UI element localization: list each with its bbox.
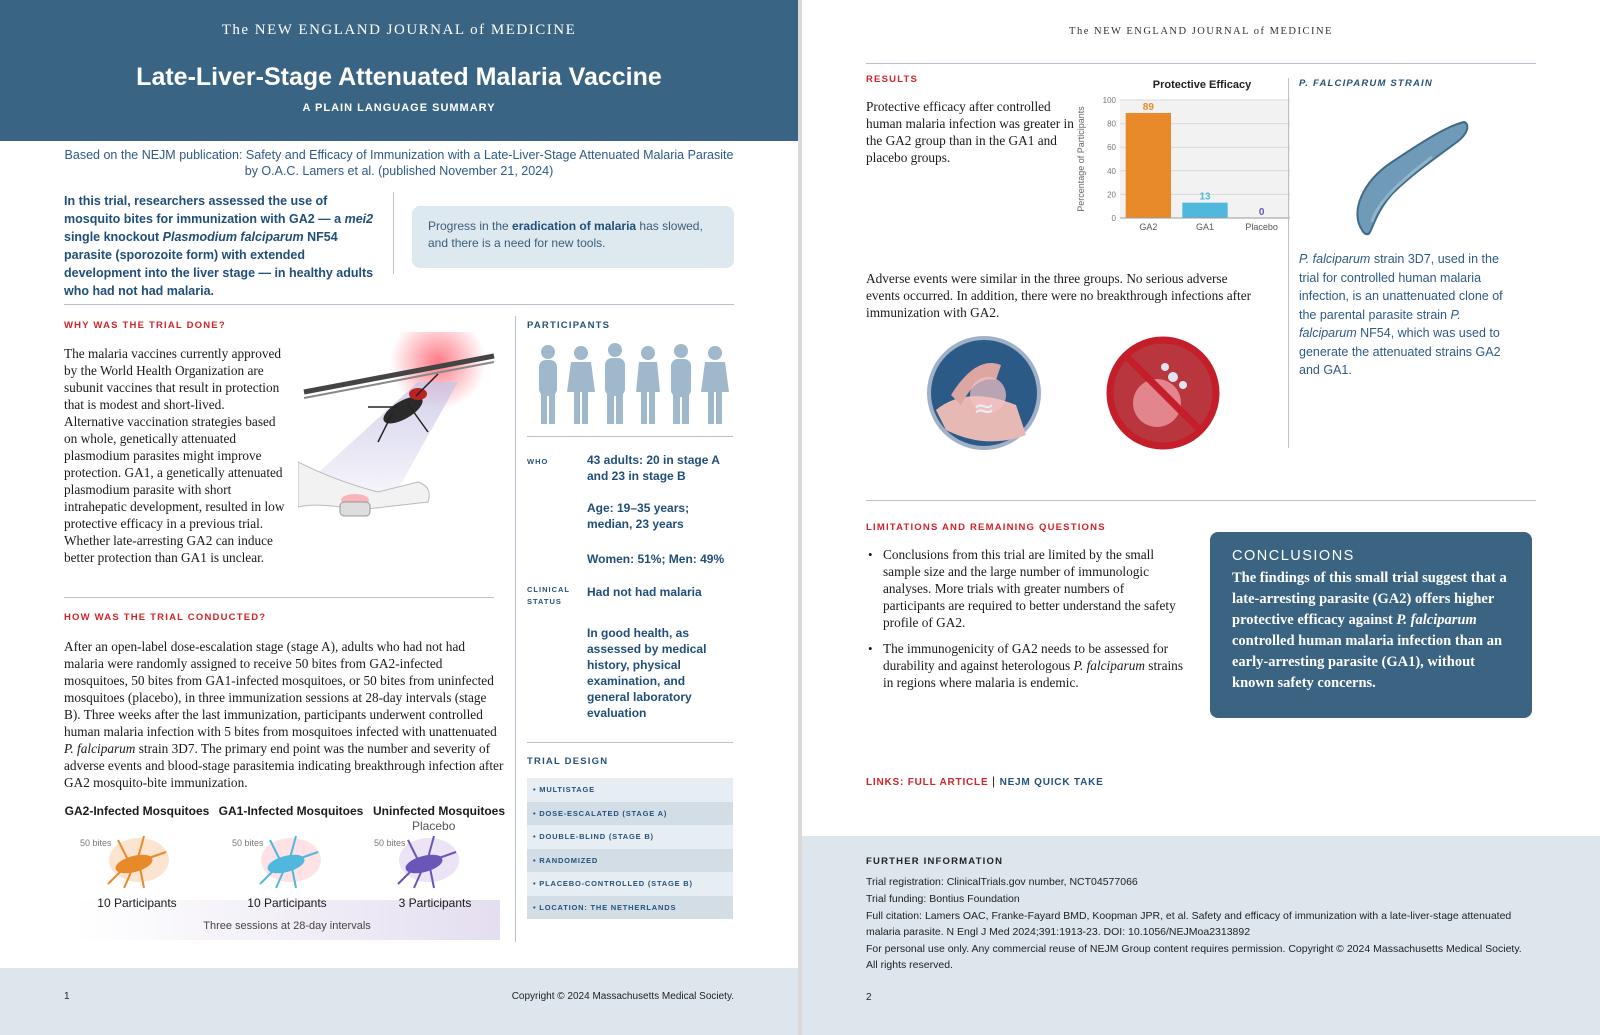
trial-funding: Trial funding: Bontius Foundation bbox=[866, 893, 1020, 905]
who-adults: 43 adults: 20 in stage A and 23 in stage B bbox=[587, 453, 720, 483]
intro-summary bbox=[64, 192, 384, 300]
clinical-label-line: STATUS bbox=[527, 597, 562, 606]
links-label: LINKS: bbox=[866, 777, 905, 788]
placebo-bites: 50 bites bbox=[374, 838, 406, 848]
y-tick-label: 80 bbox=[1107, 119, 1116, 129]
conclusions-heading: CONCLUSIONS bbox=[1232, 548, 1355, 564]
limitation-text: strains in regions where malaria is endemic. bbox=[883, 658, 1184, 690]
y-axis-label: Percentage of Participants bbox=[1076, 106, 1086, 212]
y-tick-label: 20 bbox=[1107, 190, 1116, 200]
clinical-malaria: Had not had malaria bbox=[587, 585, 702, 599]
further-information-panel bbox=[802, 836, 1600, 1035]
who-label: WHO bbox=[527, 457, 549, 466]
progress-text: has slowed, and there is a need for new tools. bbox=[428, 219, 703, 250]
intro-text: NF54 parasite (sporozoite form) with extended development into the liver stage — in healthy adults who had not had malaria. bbox=[64, 230, 374, 298]
section-divider bbox=[866, 63, 1536, 64]
ga1-participants: 10 Participants bbox=[247, 896, 327, 910]
person-figure-icon bbox=[539, 345, 557, 424]
section-divider bbox=[64, 304, 734, 305]
strain-heading: P. FALCIPARUM STRAIN bbox=[1299, 78, 1433, 89]
trial-design-heading: TRIAL DESIGN bbox=[527, 756, 609, 767]
y-tick-label: 100 bbox=[1102, 96, 1116, 105]
clinical-status-label bbox=[527, 584, 570, 608]
strain-caption bbox=[1299, 250, 1511, 380]
strain-text: NF54, which was used to generate the attenuated strains GA2 and GA1. bbox=[1299, 326, 1501, 377]
trial-design-item: • RANDOMIZED bbox=[527, 849, 733, 873]
bar-value-label: 13 bbox=[1199, 191, 1211, 203]
x-tick-label: GA1 bbox=[1195, 222, 1215, 232]
trial-design-divider bbox=[527, 742, 733, 743]
copyright: Copyright © 2024 Massachusetts Medical Society. bbox=[511, 991, 734, 1002]
placebo-participants: 3 Participants bbox=[398, 896, 472, 910]
ga2-mosquito-icon bbox=[94, 830, 184, 894]
limitation-text: The immunogenicity of GA2 needs to be assessed for durability and against heterologous bbox=[883, 641, 1169, 673]
page-2 bbox=[802, 0, 1600, 1035]
placebo-group-heading: Uninfected Mosquitoes bbox=[372, 804, 505, 818]
further-lines bbox=[866, 874, 1546, 973]
section-divider bbox=[64, 597, 494, 598]
trial-design-list bbox=[527, 778, 733, 919]
strain-text: strain 3D7, used in the trial for controlled human malaria infection, is an unattenuated clone of the parental parasite strain bbox=[1299, 252, 1503, 322]
based-on-line-1: Based on the NEJM publication: Safety and Efficacy of Immunization with a Late-Liver-Stage Attenuated Malaria Parasite bbox=[64, 148, 734, 162]
how-heading: HOW WAS THE TRIAL CONDUCTED? bbox=[64, 612, 267, 623]
intro-divider bbox=[393, 192, 394, 274]
immunized-arm-illustration bbox=[926, 335, 1042, 451]
participants-divider bbox=[527, 436, 733, 437]
links-row bbox=[866, 774, 1104, 788]
page-title: Late-Liver-Stage Attenuated Malaria Vaccine bbox=[136, 63, 662, 91]
parasite-sporozoite-icon bbox=[1342, 112, 1472, 242]
conclusions-italic: P. falciparum bbox=[1396, 612, 1477, 628]
wavy-lines-icon: ≈ bbox=[973, 394, 995, 424]
conclusions-text bbox=[1232, 568, 1510, 694]
trial-design-item: • MULTISTAGE bbox=[527, 778, 733, 802]
column-divider bbox=[515, 316, 516, 942]
trial-registration: Trial registration: ClinicalTrials.gov number, NCT04577066 bbox=[866, 876, 1138, 888]
page-1 bbox=[0, 0, 798, 1035]
full-citation-cont: malaria parasite. N Engl J Med 2024;391:1913-23. DOI: 10.1056/NEJMoa2313892 bbox=[866, 926, 1251, 938]
person-figure-icon bbox=[701, 346, 729, 424]
bar-value-label: 89 bbox=[1142, 101, 1154, 113]
conclusions-text-part: The findings of this small trial suggest that a late-arresting parasite (GA2) offers higher protective efficacy against bbox=[1232, 570, 1507, 628]
limitation-item bbox=[868, 640, 1184, 691]
strain-italic: P. falciparum bbox=[1299, 307, 1461, 340]
further-heading: FURTHER INFORMATION bbox=[866, 856, 1004, 867]
limitation-item: • Conclusions from this trial are limited by the small sample size and the large number of immunologic analyses. More trials with greater numbers of participants are required to better understand the safety profile of GA2. bbox=[868, 546, 1184, 631]
limitation-italic: P. falciparum bbox=[1073, 658, 1145, 673]
participants-figures-icon bbox=[533, 342, 733, 424]
results-heading: RESULTS bbox=[866, 74, 919, 85]
person-figure-icon bbox=[636, 346, 660, 424]
intro-text: single knockout bbox=[64, 230, 163, 244]
adverse-events-text: Adverse events were similar in the three groups. No serious adverse events occurred. In addition, there were no breakthrough infections after immunization with GA2. bbox=[866, 271, 1252, 320]
ga1-bites: 50 bites bbox=[232, 838, 264, 848]
how-italic-species: P. falciparum bbox=[64, 741, 136, 756]
person-figure-icon bbox=[605, 343, 625, 424]
how-text bbox=[64, 638, 504, 791]
progress-emphasis: eradication of malaria bbox=[512, 219, 637, 233]
conclusions-text-part: controlled human malaria infection than an early-arresting parasite (GA1), without known safety concerns. bbox=[1232, 633, 1503, 691]
mosquito-bite-illustration bbox=[298, 332, 498, 536]
page-number: 1 bbox=[64, 991, 70, 1002]
conclusions-box bbox=[1210, 532, 1532, 718]
progress-callout bbox=[412, 206, 734, 268]
full-citation: Full citation: Lamers OAC, Franke-Fayard BMD, Koopman JPR, et al. Safety and efficacy of immunization with a late-liver-stage attenuated bbox=[866, 910, 1512, 922]
nejm-quick-take-link[interactable]: NEJM QUICK TAKE bbox=[999, 777, 1104, 788]
person-figure-icon bbox=[671, 344, 691, 424]
sessions-label: Three sessions at 28-day intervals bbox=[203, 920, 371, 932]
page-1-header bbox=[0, 0, 798, 141]
limitations-heading: LIMITATIONS AND REMAINING QUESTIONS bbox=[866, 522, 1106, 533]
progress-text: Progress in the bbox=[428, 219, 513, 233]
section-divider bbox=[866, 500, 1536, 501]
who-age: Age: 19–35 years; median, 23 years bbox=[587, 501, 690, 531]
column-divider bbox=[1288, 78, 1289, 448]
page-subtitle: A PLAIN LANGUAGE SUMMARY bbox=[302, 102, 496, 114]
trial-design-item: • DOUBLE-BLIND (STAGE B) bbox=[527, 825, 733, 849]
page-1-footer bbox=[0, 968, 798, 1035]
placebo-label: Placebo bbox=[412, 819, 456, 833]
why-text: The malaria vaccines currently approved by the World Health Organization are subunit vaccines that result in protection that is modest and short-lived. Alternative vaccination strategies based on whole, genetically attenuated plasmodium parasites might improve protection. GA1, a genetically attenuated plasmodium parasite with short intrahepatic development, resulted in low protective efficacy in a previous trial. Whether late-arresting GA2 can induce better protection than GA1 is unclear. bbox=[64, 346, 285, 565]
y-tick-label: 60 bbox=[1107, 143, 1116, 153]
strain-italic: P. falciparum bbox=[1299, 252, 1371, 266]
page-number: 2 bbox=[866, 992, 872, 1003]
x-tick-label: GA2 bbox=[1139, 222, 1158, 232]
trial-design-item: • LOCATION: THE NETHERLANDS bbox=[527, 896, 733, 920]
journal-masthead: The NEW ENGLAND JOURNAL of MEDICINE bbox=[221, 22, 577, 38]
based-on-line-2: by O.A.C. Lamers et al. (published November 21, 2024) bbox=[244, 164, 554, 178]
journal-masthead: The NEW ENGLAND JOURNAL of MEDICINE bbox=[1069, 26, 1333, 37]
ga2-group-heading: GA2-Infected Mosquitoes bbox=[64, 804, 210, 818]
no-infection-illustration bbox=[1105, 335, 1221, 451]
ga1-mosquito-icon bbox=[246, 830, 336, 894]
clinical-label-line: CLINICAL bbox=[527, 585, 570, 594]
who-sex: Women: 51%; Men: 49% bbox=[587, 552, 725, 566]
usage-notice-cont: All rights reserved. bbox=[866, 959, 953, 971]
bar-ga1 bbox=[1182, 203, 1227, 218]
chart-title: Protective Efficacy bbox=[1152, 79, 1252, 91]
intro-text: In this trial, researchers assessed the use of mosquito bites for immunization with GA2 — a bbox=[64, 194, 345, 226]
participants-heading: PARTICIPANTS bbox=[527, 320, 611, 331]
person-figure-icon bbox=[567, 346, 595, 424]
ga2-bites: 50 bites bbox=[80, 838, 112, 848]
how-text-part: After an open-label dose-escalation stage (stage A), adults who had not had malaria were randomly assigned to receive 50 bites from GA2-infected mosquitoes, 50 bites from GA1-infected mosquitoes, or 50 bites from uninfected mosquitoes (placebo), in three immunization sessions at 28-day intervals (stage B). Three weeks after the last immunization, participants underwent controlled human malaria infection with 5 bites from mosquitoes infected with unattenuated bbox=[64, 639, 497, 739]
full-article-link[interactable]: FULL ARTICLE bbox=[907, 777, 989, 788]
bar-value-label: 0 bbox=[1258, 207, 1265, 218]
placebo-mosquito-icon bbox=[384, 830, 474, 894]
results-text: Protective efficacy after controlled human malaria infection was greater in the GA2 group than in the GA1 and placebo groups. bbox=[866, 99, 1074, 165]
intro-italic-species: Plasmodium falciparum bbox=[162, 230, 304, 244]
trial-design-item: • DOSE-ESCALATED (STAGE A) bbox=[527, 802, 733, 826]
why-heading: WHY WAS THE TRIAL DONE? bbox=[64, 320, 226, 331]
how-text-part: strain 3D7. The primary end point was the number and severity of adverse events and blood-stage parasitemia indicating breakthrough infection after GA2 mosquito-bite immunization. bbox=[64, 741, 504, 790]
based-on-citation bbox=[40, 147, 758, 179]
bar-ga2 bbox=[1126, 113, 1171, 218]
link-separator: | bbox=[992, 774, 996, 788]
y-tick-label: 40 bbox=[1107, 166, 1116, 176]
clinical-health: In good health, as assessed by medical history, physical examination, and general laboratory evaluation bbox=[587, 626, 707, 720]
intro-italic-mei2: mei2 bbox=[344, 212, 374, 226]
ga1-group-heading: GA1-Infected Mosquitoes bbox=[218, 804, 364, 818]
x-tick-label: Placebo bbox=[1245, 222, 1278, 232]
trial-design-item: • PLACEBO-CONTROLLED (STAGE B) bbox=[527, 872, 733, 896]
usage-notice: For personal use only. Any commercial reuse of NEJM Group content requires permission. Copyright © 2024 Massachusetts Medical Society. bbox=[866, 943, 1522, 955]
limitations-list bbox=[868, 546, 1184, 700]
ga2-participants: 10 Participants bbox=[97, 896, 177, 910]
y-tick-label: 0 bbox=[1111, 214, 1116, 223]
protective-efficacy-chart bbox=[1072, 92, 1302, 242]
